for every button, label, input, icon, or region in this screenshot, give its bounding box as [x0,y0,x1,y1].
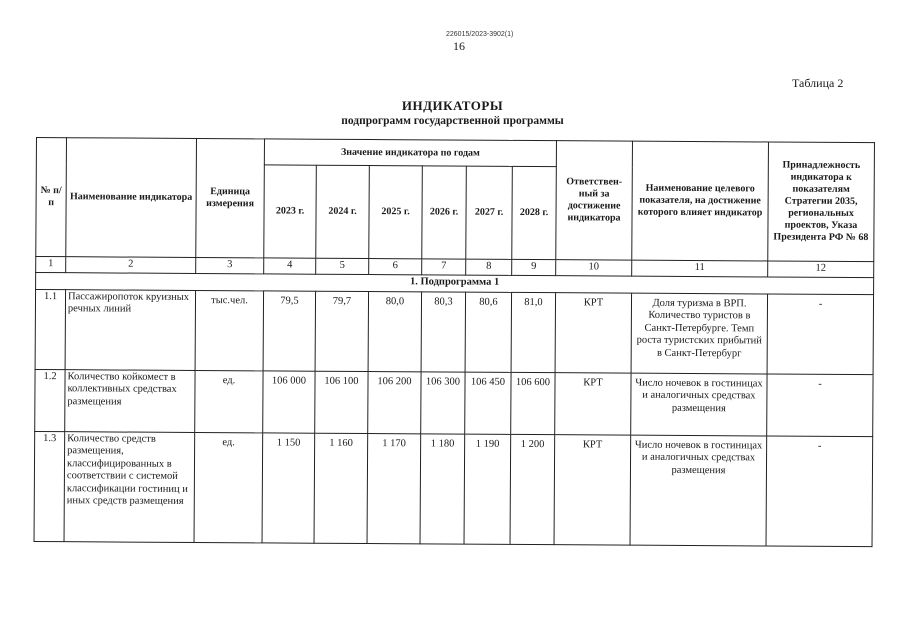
header-row-1 [36,138,874,169]
row-value: 79,5 [263,290,315,370]
row-affiliation: - [767,373,873,436]
row-target: Доля туризма в ВРП. Количество туристов в Санкт-Петербурге. Темп роста туристских прибытий в Санкт-Петербург [631,293,767,374]
row-num: 1.2 [35,369,65,431]
column-number: 8 [466,259,512,275]
page-number: 16 [453,39,465,53]
row-unit: тыс.чел. [195,290,263,370]
header-year: 2027 г. [466,166,513,259]
header-year: 2024 г. [316,165,370,258]
header-name: Наименование индикатора [66,138,197,258]
header-target: Наименование целевого показателя, на достижение которого влияет индикатор [632,141,769,261]
header-unit: Единица измерения [196,138,265,257]
header-responsible: Ответствен-ный за достижение индикатора [556,141,633,260]
column-number: 9 [512,259,556,275]
row-value: 1 190 [464,434,511,544]
column-number: 6 [369,259,422,275]
row-affiliation: - [767,293,873,374]
column-number: 5 [316,258,369,274]
table-row [35,289,873,374]
row-value: 1 180 [420,433,465,543]
header-year: 2028 г. [512,166,557,259]
row-value: 106 100 [315,371,368,433]
row-value: 106 450 [465,372,511,434]
column-number: 12 [768,261,874,277]
row-value: 106 300 [421,371,465,433]
row-value: 106 600 [511,372,555,434]
column-number: 4 [264,258,316,274]
page-subtitle: подпрограмм государственной программы [341,115,564,127]
row-value: 79,7 [315,291,368,371]
row-value: 80,0 [368,291,421,371]
table-row [34,431,873,546]
column-number: 1 [36,257,66,273]
header-year: 2023 г. [264,165,317,258]
section-title: 1. Подпрограмма 1 [36,272,874,294]
row-value: 106 200 [368,371,421,433]
header-year: 2025 г. [369,166,423,259]
row-num: 1.1 [35,289,65,369]
row-target: Число ночевок в гостиницах и аналогичных средствах размещения [631,373,767,436]
table-row [35,369,873,436]
row-unit: ед. [194,432,263,542]
header-values-group: Значение индикатора по годам [264,139,556,167]
row-unit: ед. [195,370,263,432]
row-name: Количество средств размещения, классифицированных в соответствии с системой классификации гостиниц и иных средств размещения [64,431,195,542]
page-title: ИНДИКАТОРЫ [401,98,504,113]
row-value: 106 000 [263,370,315,432]
header-affiliation: Принадлежность индикатора к показателям Стратегии 2035, региональных проектов, Указа Президента РФ № 68 [768,142,875,262]
document-code: 226015/2023-3902(1) [446,31,514,38]
row-responsible: КРТ [555,372,631,434]
indicators-table [34,137,875,547]
row-value: 1 150 [262,432,315,542]
column-number: 7 [422,259,466,275]
header-num: № п/п [36,138,67,257]
row-affiliation: - [766,435,873,546]
row-value: 1 170 [367,433,421,543]
row-value: 1 160 [314,433,368,543]
column-number: 11 [632,260,768,276]
row-num: 1.3 [34,431,65,541]
row-target: Число ночевок в гостиницах и аналогичных средствах размещения [630,435,767,546]
row-value: 80,3 [421,291,465,371]
row-name: Пассажиропоток круизных речных линий [65,289,195,370]
row-value: 81,0 [511,292,555,372]
row-value: 1 200 [510,434,555,544]
table-label: Таблица 2 [792,76,844,90]
row-value: 80,6 [465,292,511,372]
column-number: 10 [556,260,632,276]
column-number: 2 [66,257,196,273]
row-responsible: КРТ [555,292,631,372]
row-name: Количество койкомест в коллективных средствах размещения [65,369,195,432]
column-number: 3 [196,257,264,273]
header-year: 2026 г. [422,166,467,259]
row-responsible: КРТ [554,434,631,544]
